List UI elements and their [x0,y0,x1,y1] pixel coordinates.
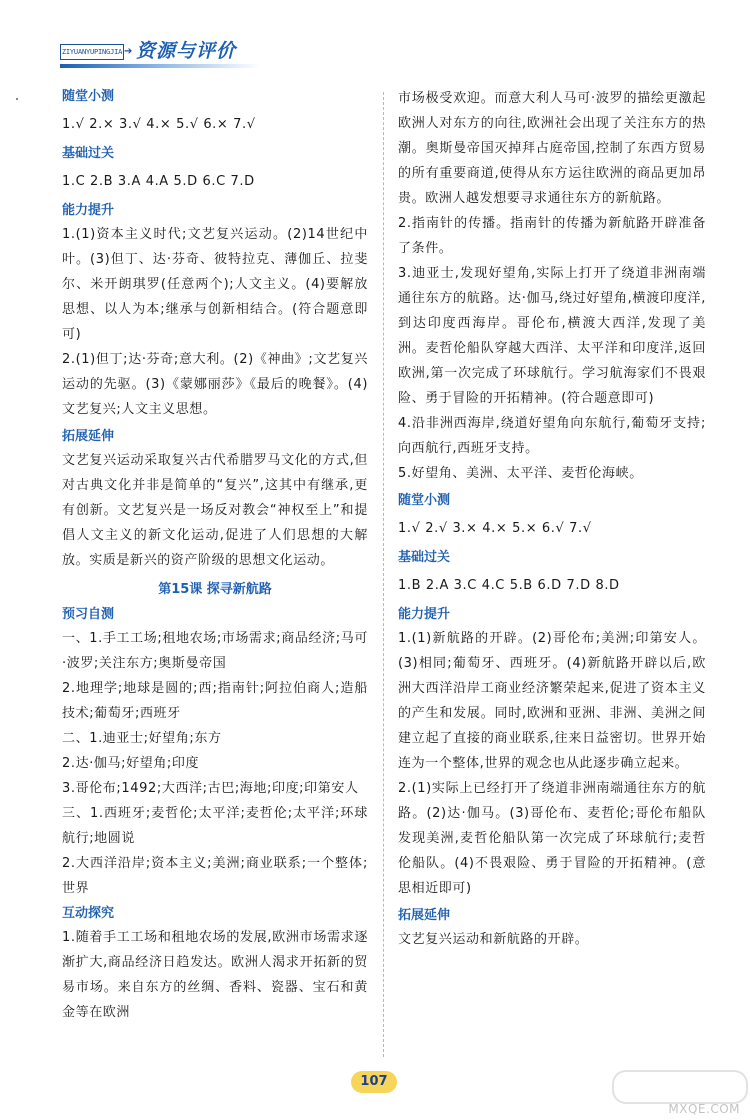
answer-paragraph: 2.(1)实际上已经打开了绕道非洲南端通往东方的航路。(2)达·伽马。(3)哥伦布、麦哲伦;哥伦布船队发现美洲,麦哲伦船队第一次完成了环球航行;麦哲伦船队。(4)不畏艰险、勇于冒险的开拓精神。(意思相近即可) [398,781,706,896]
header-underline [60,64,260,68]
section-title: 基础过关 [398,550,451,565]
margin-mark [16,98,18,100]
answer-paragraph: 文艺复兴运动和新航路的开辟。 [398,932,589,947]
answer-line: 1.C 2.B 3.A 4.A 5.D 6.C 7.D [62,174,255,189]
watermark [612,1070,744,1116]
watermark-logo-icon [612,1070,748,1104]
watermark-text: MXQE.COM [668,1102,740,1116]
right-column [398,86,706,952]
arrow-icon: ➔ [124,46,133,57]
section-title: 随堂小测 [62,89,115,104]
header-pinyin: ZIYUANYUPINGJIA [60,44,124,60]
section-title: 拓展延伸 [398,908,451,923]
answer-paragraph: 3.迪亚士,发现好望角,实际上打开了绕道非洲南端通往东方的航路。达·伽马,绕过好望角,横渡印度洋,到达印度西海岸。哥伦布,横渡大西洋,发现了美洲。麦哲伦船队穿越大西洋、太平洋和印度洋,返回欧洲,第一次完成了环球航行。学习航海家们不畏艰险、勇于冒险的开拓精神。(符合题意即可) [398,266,706,406]
page-number: 107 [351,1071,397,1093]
answer-paragraph: 1.(1)新航路的开辟。(2)哥伦布;美洲;印第安人。(3)相同;葡萄牙、西班牙。(4)新航路开辟以后,欧洲大西洋沿岸工商业经济繁荣起来,促进了资本主义的产生和发展。同时,欧洲和亚洲、非洲、美洲之间建立起了直接的商业联系,往来日益密切。世界开始连为一个整体,世界的观念也从此逐步确立起来。 [398,631,706,771]
answer-paragraph: 三、1.西班牙;麦哲伦;太平洋;麦哲伦;太平洋;环球航行;地圆说 [62,806,368,846]
section-title: 随堂小测 [398,493,451,508]
answer-paragraph: 1.随着手工工场和租地农场的发展,欧洲市场需求逐渐扩大,商品经济日趋发达。欧洲人渴求开拓新的贸易市场。来自东方的丝绸、香料、瓷器、宝石和黄金等在欧洲 [62,930,368,1020]
answer-paragraph: 5.好望角、美洲、太平洋、麦哲伦海峡。 [398,466,643,481]
answer-paragraph: 市场极受欢迎。而意大利人马可·波罗的描绘更激起欧洲人对东方的向往,欧洲社会出现了关注东方的热潮。奥斯曼帝国灭掉拜占庭帝国,控制了东西方贸易的所有重要商道,使得从东方运往欧洲的商品更加昂贵。欧洲人越发想要寻求通往东方的新航路。 [398,91,706,206]
section-title: 拓展延伸 [62,429,115,444]
answer-paragraph: 1.(1)资本主义时代;文艺复兴运动。(2)14世纪中叶。(3)但丁、达·芬奇、彼特拉克、薄伽丘、拉斐尔、米开朗琪罗(任意两个);人文主义。(4)要解放思想、以人为本;继承与创新相结合。(符合题意即可) [62,227,368,342]
answer-paragraph: 2.指南针的传播。指南针的传播为新航路开辟准备了条件。 [398,216,706,256]
left-column [62,86,368,1025]
answer-line: 1.B 2.A 3.C 4.C 5.B 6.D 7.D 8.D [398,578,620,593]
answer-paragraph: 二、1.迪亚士;好望角;东方 [62,731,222,746]
section-title: 基础过关 [62,146,115,161]
answer-paragraph: 2.大西洋沿岸;资本主义;美洲;商业联系;一个整体;世界 [62,856,368,896]
answer-paragraph: 3.哥伦布;1492;大西洋;古巴;海地;印度;印第安人 [62,781,359,796]
lesson-title: 第15课 探寻新航路 [158,582,272,597]
answer-line: 1.√ 2.× 3.√ 4.× 5.√ 6.× 7.√ [62,117,256,132]
section-title: 预习自测 [62,607,115,622]
answer-paragraph: 2.地理学;地球是圆的;西;指南针;阿拉伯商人;造船技术;葡萄牙;西班牙 [62,681,368,721]
section-title: 能力提升 [398,607,451,622]
page-header [60,36,310,72]
answer-line: 1.√ 2.√ 3.× 4.× 5.× 6.√ 7.√ [398,521,592,536]
answer-paragraph: 2.(1)但丁;达·芬奇;意大利。(2)《神曲》;文艺复兴运动的先驱。(3)《蒙娜丽莎》《最后的晚餐》。(4)文艺复兴;人文主义思想。 [62,352,368,417]
answer-paragraph: 文艺复兴运动采取复兴古代希腊罗马文化的方式,但对古典文化并非是简单的“复兴”,这其中有继承,更有创新。文艺复兴是一场反对教会“神权至上”和提倡人文主义的新文化运动,促进了人们思想的大解放。实质是新兴的资产阶级的思想文化运动。 [62,453,368,568]
section-title: 能力提升 [62,203,115,218]
column-divider [383,92,384,1057]
section-title: 互动探究 [62,906,115,921]
answer-paragraph: 一、1.手工工场;租地农场;市场需求;商品经济;马可·波罗;关注东方;奥斯曼帝国 [62,631,368,671]
answer-paragraph: 2.达·伽马;好望角;印度 [62,756,200,771]
header-title: 资源与评价 [136,40,237,62]
answer-paragraph: 4.沿非洲西海岸,绕道好望角向东航行,葡萄牙支持;向西航行,西班牙支持。 [398,416,706,456]
